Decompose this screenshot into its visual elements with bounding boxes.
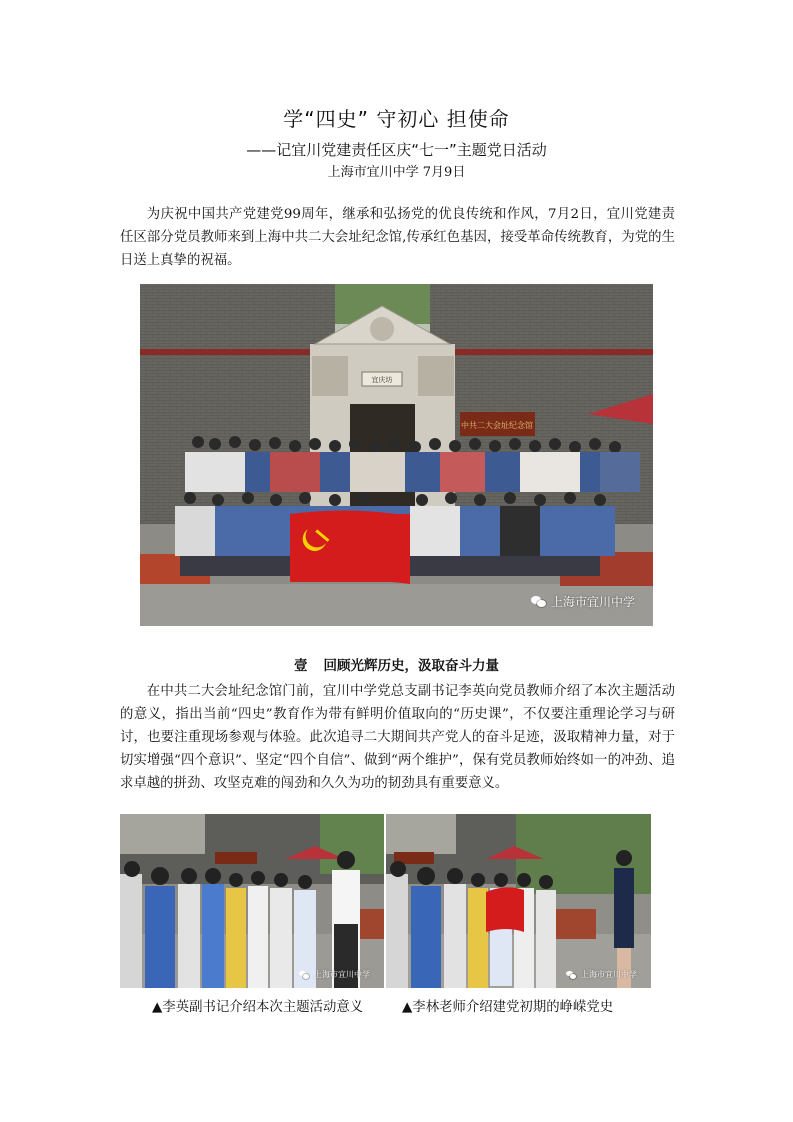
wechat-icon [299,971,310,979]
watermark-text: 上海市宜川中学 [550,595,635,609]
photo-watermark [299,969,370,980]
article-byline: 上海市宜川中学 7月9日 [327,165,466,180]
gate-plaque-text: 宜庆坊 [371,376,393,384]
watermark-text: 上海市宜川中学 [314,970,370,979]
group-photo [140,284,653,626]
photo-caption-left: ▲李英副书记介绍本次主题活动意义 [152,1000,364,1015]
speech-photo-right [386,814,651,988]
photo-watermark [566,969,637,980]
section-heading-text: 回顾光辉历史，汲取奋斗力量 [323,658,499,674]
museum-sign-text: 中共二大会址纪念馆 [461,421,533,430]
photo-watermark [531,593,635,610]
wechat-icon [531,596,547,608]
article-subtitle: ——记宜川党建责任区庆“七一”主题党日活动 [246,141,547,159]
section-paragraph: 在中共二大会址纪念馆门前，宜川中学党总支副书记李英向党员教师介绍了本次主题活动的意义，指出当前“四史”教育作为带有鲜明价值取向的“历史课”，不仅要注重理论学习与研讨，也要注重现场参观与体验。此次追寻二大期间共产党人的奋斗足迹，汲取精神力量，对于切实增强“四个意识”、坚定“四个自信”、做到“两个维护”，保有党员教师始终如一的冲劲、追求卓越的拼劲、攻坚克难的闯劲和久久为功的韧劲具有重要意义。 [120,684,675,791]
section-number: 壹 [294,658,308,674]
photo-caption-right: ▲李林老师介绍建党初期的峥嵘党史 [402,1000,614,1015]
section-heading [0,654,793,674]
wechat-icon [566,971,577,979]
intro-paragraph: 为庆祝中国共产党建党99周年，继承和弘扬党的优良传统和作风，7月2日，宜川党建责任区部分党员教师来到上海中共二大会址纪念馆,传承红色基因，接受革命传统教育，为党的生日送上真挚的祝福。 [120,207,675,268]
watermark-text: 上海市宜川中学 [581,970,637,979]
speech-photo-left [120,814,384,988]
article-title: 学“四史” 守初心 担使命 [283,107,510,131]
